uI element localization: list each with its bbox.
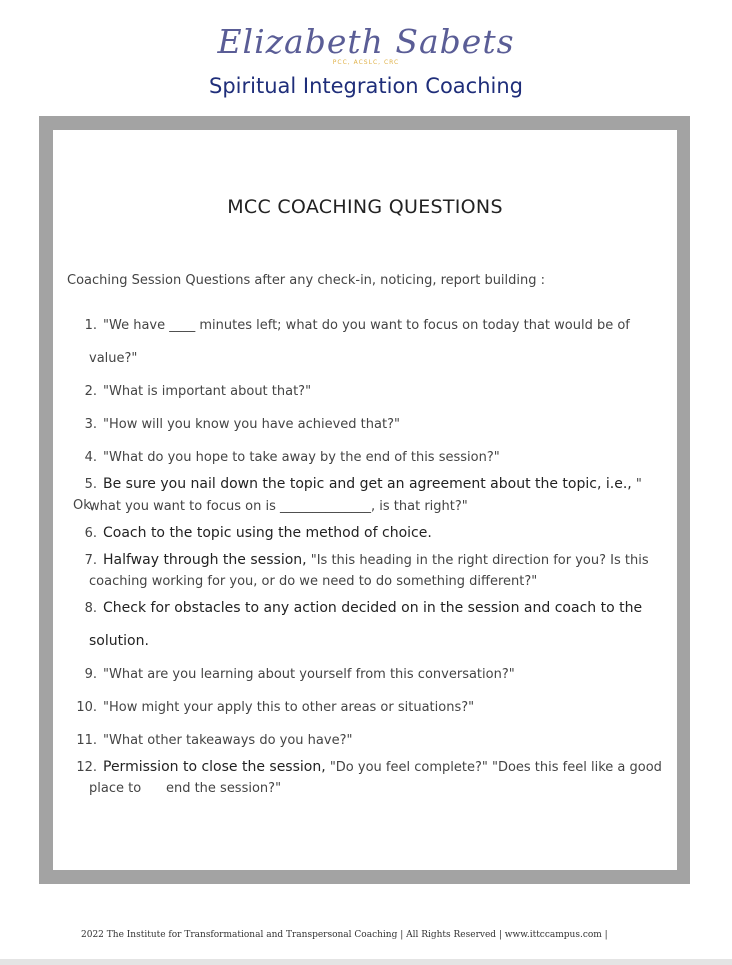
tagline: Spiritual Integration Coaching [209, 74, 523, 98]
document-card [53, 130, 677, 870]
question-text: "We have ____ minutes left; what do you want to focus on today that would be of [103, 318, 630, 333]
question-item [73, 550, 665, 571]
question-emphasis: Permission to close the session, [103, 759, 326, 775]
question-continuation: what you want to focus on is ______________, is that right?" [89, 499, 468, 514]
question-text: "Is this heading in the right direction for you? Is this [306, 553, 649, 568]
question-number: 10. [76, 700, 97, 715]
question-emphasis: Coach to the topic using the method of choice. [103, 525, 432, 541]
question-number: 2. [84, 384, 97, 399]
question-number: 5. [84, 477, 97, 492]
question-emphasis: Be sure you nail down the topic and get an agreement about the topic, i.e., [103, 476, 632, 492]
question-continuation: solution. [89, 633, 149, 649]
logo-signature: Elizabeth Sabets [217, 22, 515, 61]
logo [0, 22, 732, 82]
question-text: " Ok, [73, 477, 642, 513]
question-text: "What is important about that?" [103, 384, 312, 399]
question-number: 7. [84, 553, 97, 568]
question-continuation: value?" [89, 351, 138, 366]
question-number: 8. [84, 601, 97, 616]
bottom-edge [0, 959, 732, 965]
footer-text: 2022 The Institute for Transformational and Transpersonal Coaching | All Rights Reserved | www.ittccampus.com | [81, 930, 608, 940]
question-number: 3. [84, 417, 97, 432]
question-item [73, 523, 665, 544]
question-number: 4. [84, 450, 97, 465]
question-continuation: coaching working for you, or do we need to do something different?" [89, 574, 538, 589]
question-text: "How will you know you have achieved that?" [103, 417, 400, 432]
question-text: "Do you feel complete?" "Does this feel like a good [325, 760, 662, 775]
question-item [73, 697, 665, 718]
question-item [73, 414, 665, 435]
question-number: 1. [84, 318, 97, 333]
question-emphasis: Check for obstacles to any action decided on in the session and coach to the [103, 600, 643, 616]
question-number: 11. [76, 733, 97, 748]
question-item [73, 447, 665, 468]
question-text: "What are you learning about yourself from this conversation?" [103, 667, 515, 682]
question-item [73, 664, 665, 685]
question-text: "What other takeaways do you have?" [103, 733, 353, 748]
question-number: 6. [84, 526, 97, 541]
question-text: "How might your apply this to other areas or situations?" [103, 700, 475, 715]
question-continuation: place to end the session?" [89, 781, 282, 796]
logo-credentials: PCC, ACSLC, CRC [332, 59, 400, 66]
question-item [73, 598, 665, 619]
question-number: 12. [76, 760, 97, 775]
question-text: "What do you hope to take away by the end of this session?" [103, 450, 500, 465]
question-emphasis: Halfway through the session, [103, 552, 307, 568]
question-item [73, 381, 665, 402]
question-item [73, 757, 665, 778]
question-number: 9. [84, 667, 97, 682]
question-item [73, 730, 665, 751]
question-item [73, 315, 665, 336]
intro-text: Coaching Session Questions after any check-in, noticing, report building : [67, 273, 546, 288]
document-title: MCC COACHING QUESTIONS [227, 196, 503, 218]
